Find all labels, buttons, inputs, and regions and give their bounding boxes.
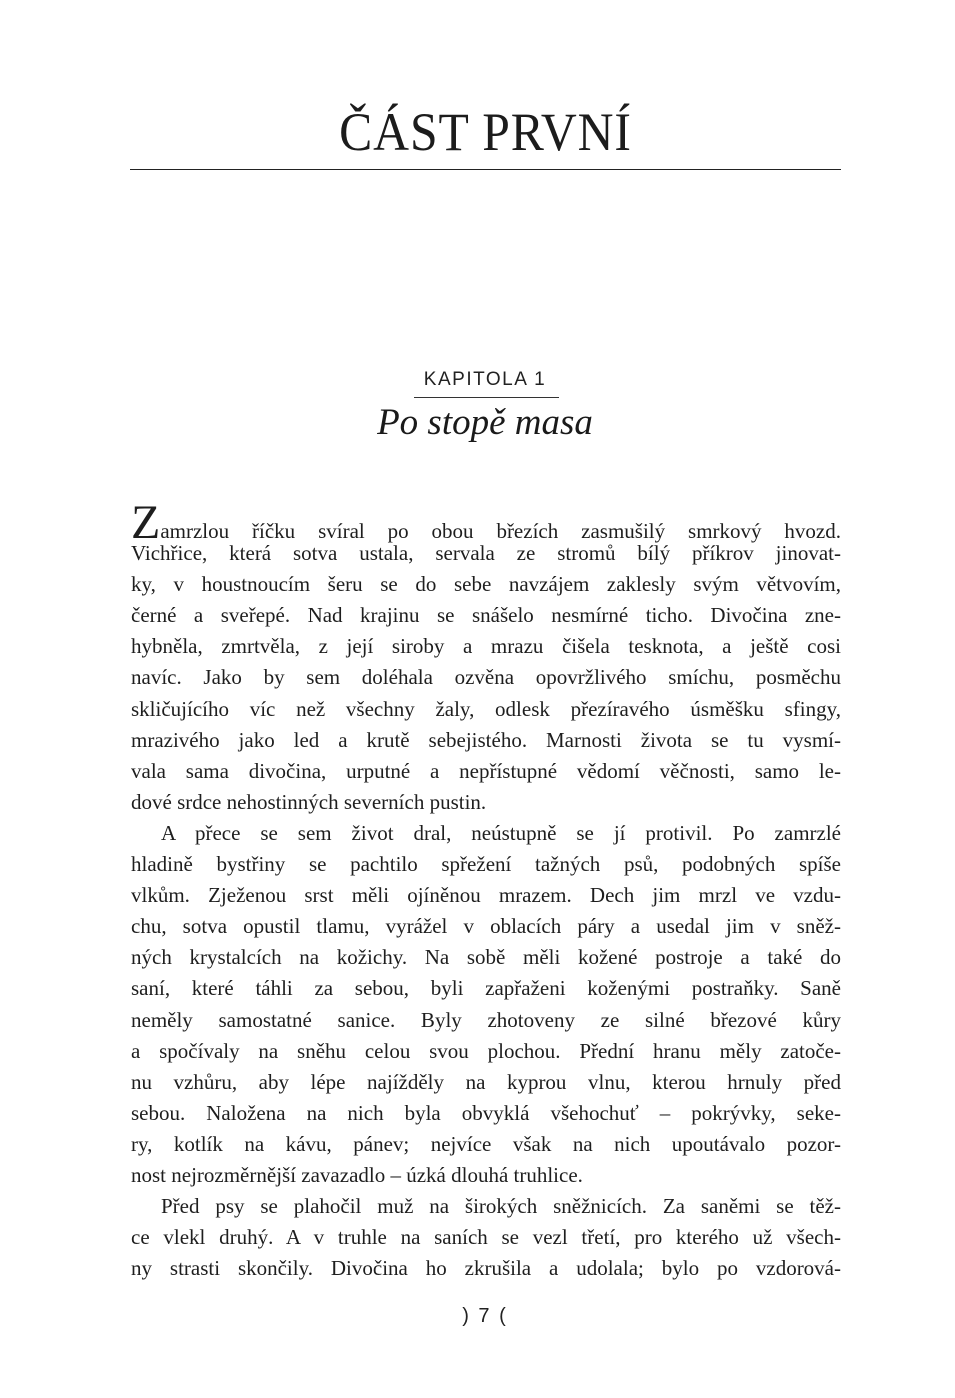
- text-line: A přece se sem život dral, neústupně se jí protivil. Po zamrzlé: [161, 820, 841, 845]
- text-line: nost nejrozměrnější zavazadlo – úzká dlouhá truhlice.: [131, 1162, 583, 1187]
- drop-cap: Z: [131, 496, 161, 549]
- text-line: saní, které táhli za sebou, byli zapřaženi koženými postraňky. Saně: [131, 976, 841, 1001]
- page-number: ) 7 (: [462, 1305, 508, 1327]
- body-text: [131, 496, 841, 1284]
- chapter-label: KAPITOLA 1: [423, 369, 547, 390]
- text-line: hybněla, zmrtvěla, z její siroby a mrazu čišela tesknota, a ještě cosi: [131, 634, 841, 659]
- text-line: hladině bystřiny se pachtilo spřežení tažných psů, podobných spíše: [131, 852, 841, 877]
- text-line: ry, kotlík na kávu, pánev; nejvíce však na nich upoutávalo pozor-: [131, 1131, 841, 1156]
- text-line: ky, v houstnoucím šeru se do sebe navzájem zaklesly svým větvovím,: [131, 572, 841, 597]
- paragraph-3: [131, 1191, 841, 1284]
- part-title-rule: [130, 169, 841, 170]
- text-line: vala sama divočina, urputné a nepřístupné vědomí věčnosti, samo le-: [131, 758, 841, 783]
- text-line: nu vzhůru, aby lépe najížděly na kyprou vlnu, kterou hrnuly před: [131, 1069, 841, 1094]
- text-line: ny strasti skončily. Divočina ho zkrušila a udolala; bylo po vzdorová-: [131, 1256, 841, 1281]
- text-line: ných krystalcích na kožichy. Na sobě měli kožené postroje a také do: [131, 945, 841, 970]
- text-line: [131, 496, 841, 549]
- text-line: sebou. Naložena na nich byla obvyklá všehochuť – pokrývky, seke-: [131, 1100, 841, 1125]
- text-line-rest: amrzlou říčku svíral po obou březích zasmušilý smrkový hvozd.: [160, 519, 841, 543]
- text-line: navíc. Jako by sem doléhala ozvěna opovržlivého smíchu, posměchu: [131, 665, 841, 690]
- text-line: dové srdce nehostinných severních pustin.: [131, 789, 487, 814]
- text-line: neměly samostatné sanice. Byly zhotoveny ze silné březové kůry: [131, 1007, 841, 1032]
- chapter-title: Po stopě masa: [377, 402, 593, 443]
- paragraph-2: [131, 818, 841, 1191]
- text-line: vlkům. Zježenou srst měli ojíněnou mrazem. Dech jim mrzl ve vzdu-: [131, 883, 841, 908]
- text-line: mrazivého jako led a krutě sebejistého. Marnosti života se tu vysmí-: [131, 727, 841, 752]
- part-title: ČÁST PRVNÍ: [339, 102, 632, 162]
- paragraph-1: [131, 496, 841, 818]
- text-line: skličujícího víc než všechny žaly, odlesk přezíravého úsměšku sfingy,: [131, 696, 841, 721]
- text-line: Vichřice, která sotva ustala, servala ze stromů bílý příkrov jinovat-: [131, 541, 841, 566]
- text-line: ce vlekl druhý. A v truhle na saních se vezl třetí, pro kterého už všech-: [131, 1225, 841, 1250]
- text-line: černé a sveřepé. Nad krajinu se snášelo nesmírné ticho. Divočina zne-: [131, 603, 841, 628]
- text-line: Před psy se plahočil muž na širokých sněžnicích. Za saněmi se těž-: [161, 1194, 841, 1219]
- text-line: a spočívaly na sněhu celou svou plochou. Přední hranu měly zatoče-: [131, 1038, 841, 1063]
- text-line: chu, sotva opustil tlamu, vyrážel v oblacích páry a usedal jim v sněž-: [131, 914, 841, 939]
